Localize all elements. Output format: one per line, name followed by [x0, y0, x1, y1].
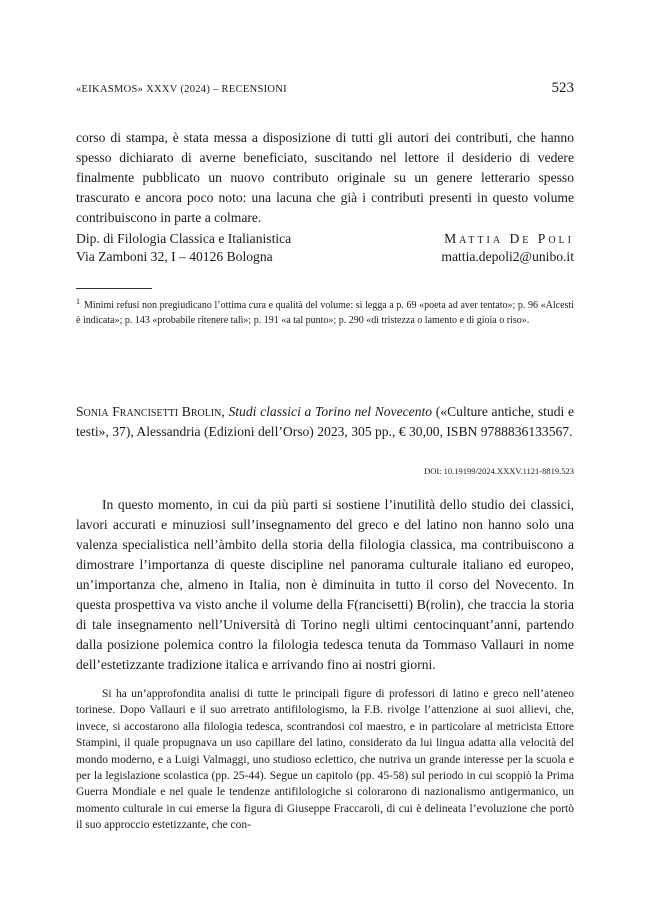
prev-review-closing-paragraph: corso di stampa, è stata messa a disposizione di tutti gli autori dei contributi, che hanno spesso dichiarato di averne beneficiato, suscitando nel lettore il desiderio di vedere finalmente pubblicato un nuovo contributo originale su un genere letterario spesso trascurato e ancora poco noto: una lacuna che già i contributi presenti in questo volume contribuiscono in parte a colmare. [76, 130, 574, 225]
reviewed-book-author: Sonia Francisetti Brolin [76, 404, 222, 419]
review-paragraph-2: Si ha un’approfondita analisi di tutte le principali figure di professori di latino e greco nell’ateneo torinese. Dopo Vallauri e il suo arretrato antifilologismo, la F.B. rivolge l’attenzione ai suoi allievi, che, invece, si accostarono alla filologia tedesca, scontrandosi col maestro, e in particolare al metricista Ettore Stampini, il quale propugnava un uso capillare del latino, considerato da lui lingua adatta alla velocità del mondo moderno, e a Luigi Valmaggi, uno studioso eclettico, che nutriva un grande interesse per la scuola e per la legislazione scolastica (pp. 25-44). Segue un capitolo (pp. 45-58) sul periodo in cui scoppiò la Prima Guerra Mondiale e nel quale le tendenze antifilologiche si colorarono di nazionalismo antigermanico, un momento culturale in cui emerse la figura di Giuseppe Fraccaroli, di cui è delineata l’evoluzione che portò il suo approccio estetizzante, che con- [76, 688, 574, 832]
running-head: «EIKASMOS» XXXV (2024) – RECENSIONI [76, 84, 287, 95]
affiliation-line2: Via Zamboni 32, I – 40126 Bologna [76, 249, 273, 264]
signature-block [76, 230, 574, 266]
review-heading [76, 402, 574, 442]
review-author-signature: Mattia De Poli [444, 231, 574, 246]
page-header [76, 80, 574, 97]
footnote-rule [76, 288, 152, 289]
footnote [76, 295, 574, 328]
author-email: mattia.depoli2@unibo.it [441, 249, 574, 264]
reviewed-book-details: («Culture antiche, studi e testi», 37), Alessandria (Edizioni dell’Orso) 2023, 305 pp., € 30,00, ISBN 9788836133567. [76, 404, 574, 439]
review-paragraph-1: In questo momento, in cui da più parti si sostiene l’inutilità dello studio dei classici, lavori accurati e minuziosi sull’insegnamento del greco e del latino non hanno solo una valenza specialistica nell’àmbito della storia della filologia classica, ma contribuiscono a dimostrare l’importanza di queste discipline nel panorama culturale italiano ed europeo, un’importanza che, almeno in Italia, non è diminuita in tutto il corso del Novecento. In questa prospettiva va visto anche il volume della F(rancisetti) B(rolin), che traccia la storia di tale insegnamento nell’Università di Torino negli ultimi centocinquant’anni, partendo dalla posizione polemica contro la filologia tedesca tenuta da Tommaso Vallauri in nome dell’estetizzante tradizione italica e arrivando fino ai nostri giorni. [76, 497, 574, 672]
footnote-text: Minimi refusi non pregiudicano l’ottima cura e qualità del volume: si legga a p. 69 «poeta ad aver tentato»; p. 96 «Alcesti è indicata»; p. 143 «probabile ritenere tali»; p. 191 «a tal punto»; p. 290 «di tristezza o lamento e di gioia o riso». [76, 300, 574, 326]
reviewed-book-title: Studi classici a Torino nel Novecento [228, 404, 433, 419]
affiliation-line1: Dip. di Filologia Classica e Italianistica [76, 231, 292, 246]
doi: DOI: 10.19199/2024.XXXV.1121-8819.523 [424, 466, 574, 476]
page-number: 523 [551, 80, 574, 96]
footnote-number: 1 [76, 297, 80, 306]
heading-separator: , [221, 404, 229, 419]
